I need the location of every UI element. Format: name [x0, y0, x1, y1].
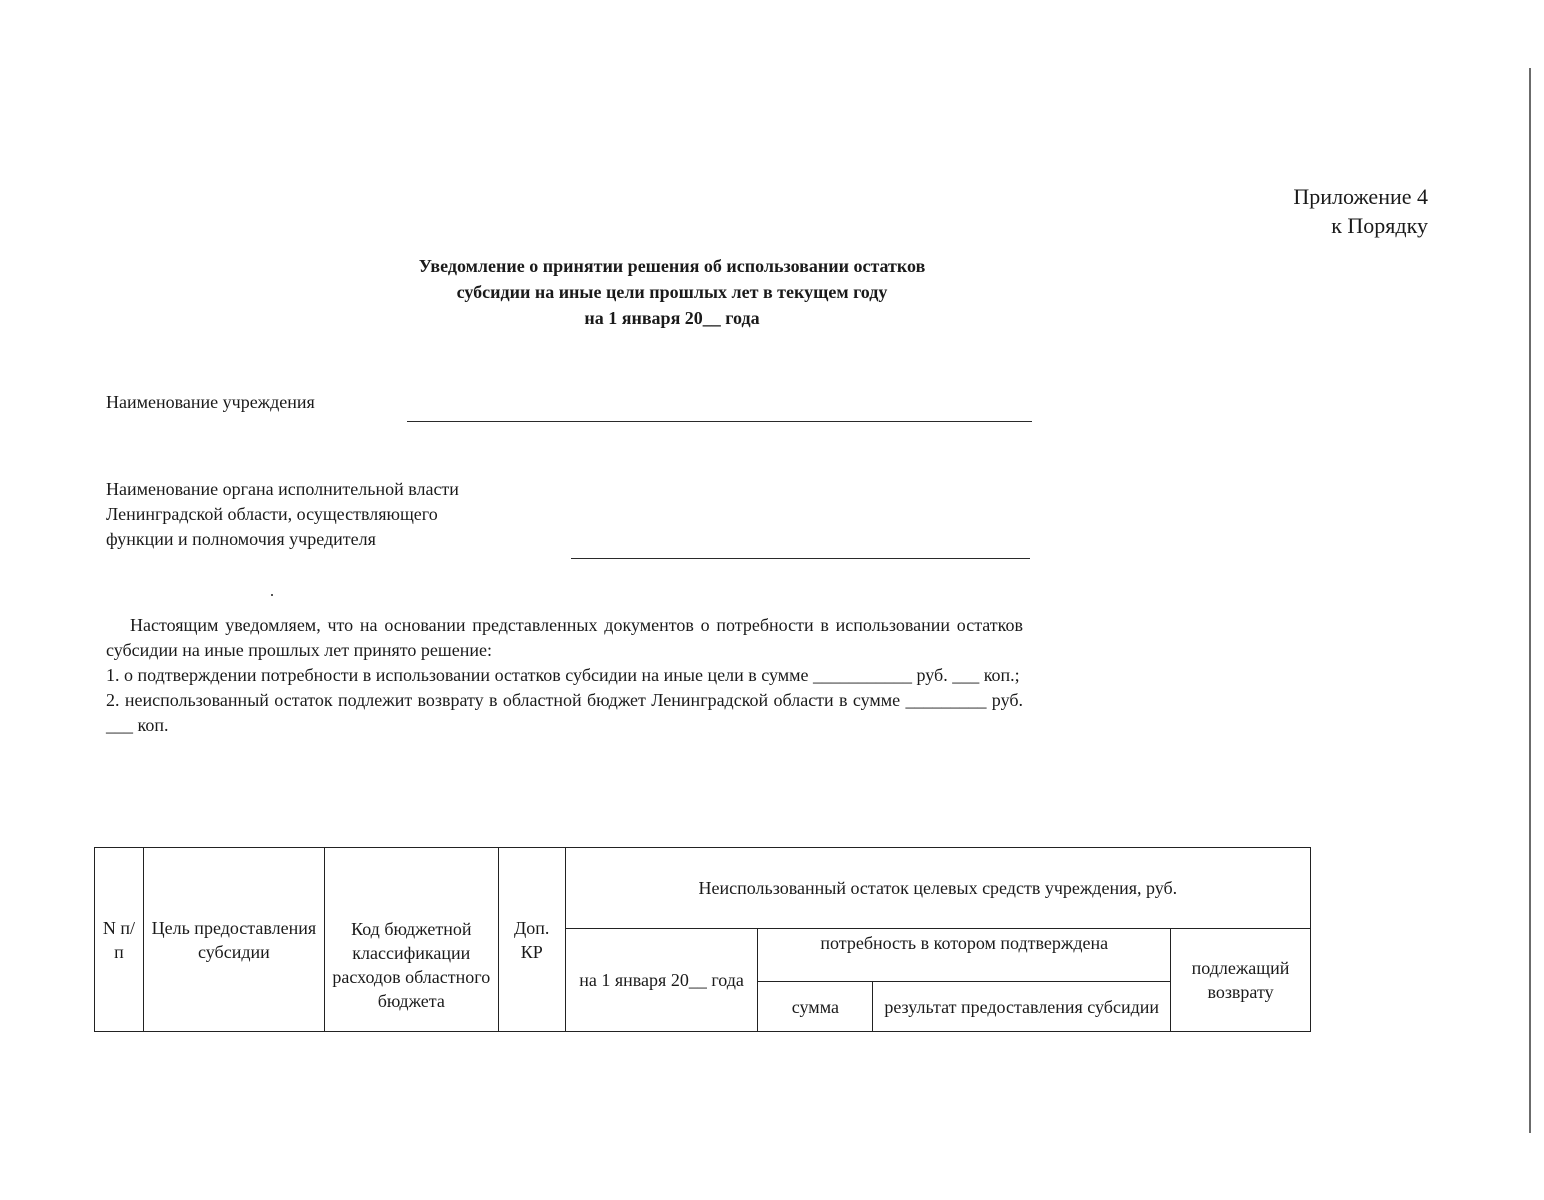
table-header-row-1 — [95, 848, 1311, 929]
notice-body — [106, 613, 1023, 738]
notice-intro: Настоящим уведомляем, что на основании представленных документов о потребности в использовании остатков субсидии на иные прошлых лет принято решение: — [106, 615, 1023, 660]
appendix-reference — [1293, 182, 1428, 240]
header-as-of-january: на 1 января 20__ года — [565, 929, 758, 1032]
institution-fill-line — [407, 421, 1032, 422]
scan-edge-line — [1529, 68, 1531, 1133]
authority-label — [106, 477, 459, 552]
header-amount: сумма — [758, 982, 873, 1032]
residuals-table — [94, 847, 1311, 1032]
notice-item-1: 1. о подтверждении потребности в использовании остатков субсидии на иные цели в сумме ___________ руб. ___ коп.; — [106, 665, 1020, 685]
header-unused-residual: Неиспользованный остаток целевых средств учреждения, руб. — [565, 848, 1310, 929]
notice-item-2: 2. неиспользованный остаток подлежит возврату в областной бюджет Ленинградской области в сумме _________ руб. ___ коп. — [106, 690, 1023, 735]
header-to-be-returned: подлежащий возврату — [1171, 929, 1311, 1032]
appendix-to-order: к Порядку — [1331, 213, 1428, 238]
header-subsidy-goal: Цель предоставления субсидии — [143, 848, 324, 1032]
appendix-number: Приложение 4 — [1293, 184, 1428, 209]
institution-label: Наименование учреждения — [106, 392, 315, 412]
document-title — [342, 253, 1002, 331]
authority-label-line-2: Ленинградской области, осуществляющего — [106, 504, 438, 524]
header-need-confirmed: потребность в котором подтверждена — [758, 929, 1171, 982]
header-budget-code: Код бюджетной классификации расходов областного бюджета — [324, 848, 498, 1032]
title-line-3: на 1 января 20__ года — [584, 308, 760, 328]
header-additional-kr: Доп. КР — [498, 848, 565, 1032]
header-row-number: N п/п — [95, 848, 144, 1032]
authority-fill-line — [571, 558, 1030, 559]
authority-label-line-3: функции и полномочия учредителя — [106, 529, 376, 549]
title-line-2: субсидии на иные цели прошлых лет в текущем году — [456, 282, 888, 302]
scan-speck — [271, 594, 273, 596]
authority-label-line-1: Наименование органа исполнительной власти — [106, 479, 459, 499]
header-subsidy-result: результат предоставления субсидии — [873, 982, 1171, 1032]
title-line-1: Уведомление о принятии решения об использовании остатков — [418, 256, 926, 276]
